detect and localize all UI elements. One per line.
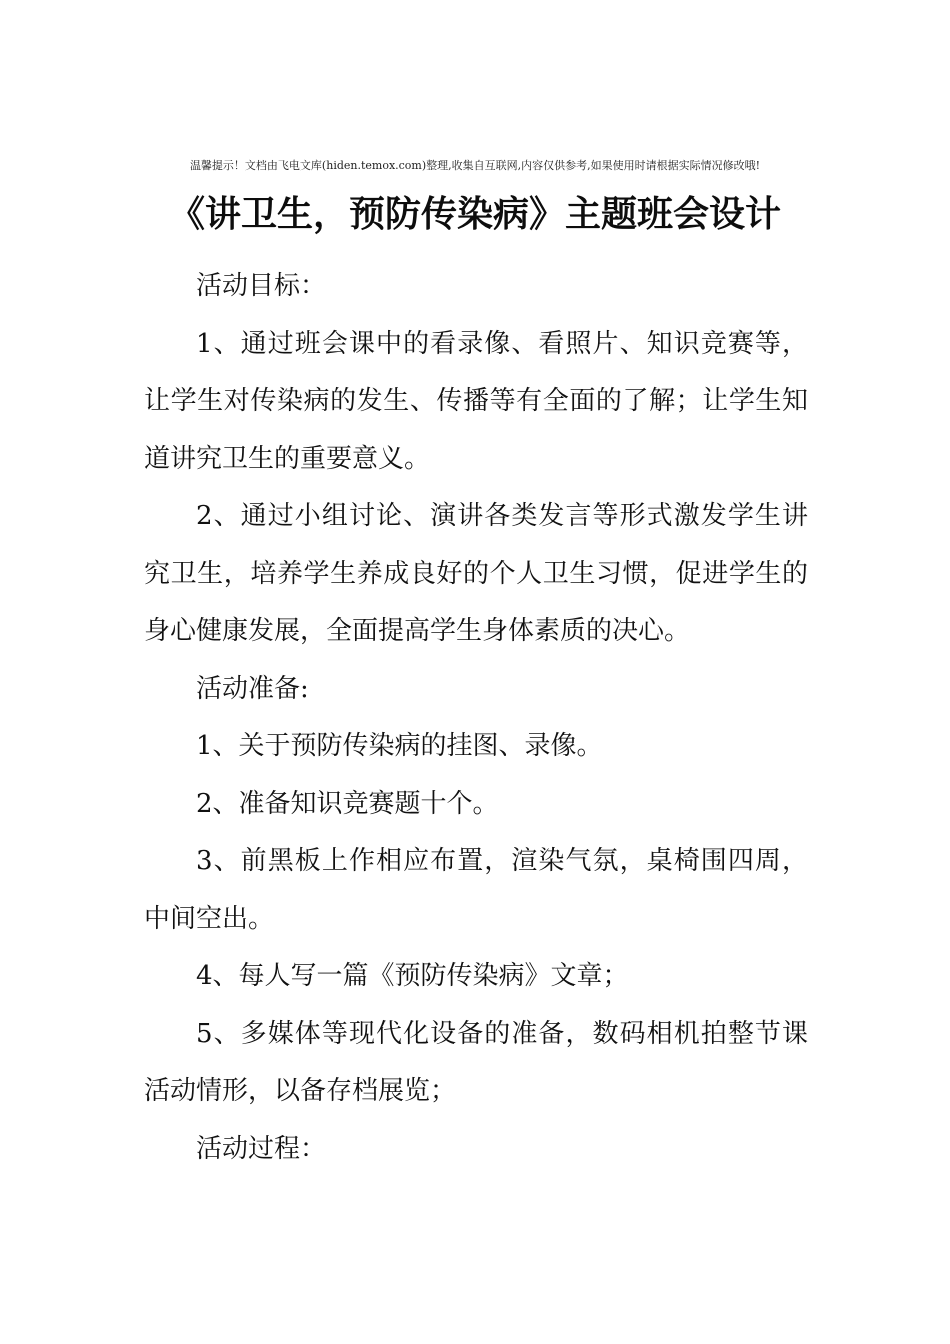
document-body [144,258,808,1178]
preparation-item-5: 5、多媒体等现代化设备的准备，数码相机拍整节课活动情形，以备存档展览； [144,1018,808,1106]
preparation-item-2: 2、准备知识竞赛题十个。 [196,788,499,819]
section-heading-process: 活动过程： [196,1133,327,1164]
preparation-item-3: 3、前黑板上作相应布置，渲染气氛，桌椅围四周，中间空出。 [144,846,808,934]
preparation-item-1: 1、关于预防传染病的挂图、录像。 [196,731,603,761]
document-title: 《讲卫生，预防传染病》主题班会设计 [168,194,781,235]
section-heading-objectives: 活动目标： [196,271,327,301]
objective-item-1: 1、通过班会课中的看录像、看照片、知识竞赛等，让学生对传染病的发生、传播等有全面的了解；让学生知道讲究卫生的重要意义。 [144,328,808,474]
preparation-item-4: 4、每人写一篇《预防传染病》文章； [196,961,629,991]
objective-item-2: 2、通过小组讨论、演讲各类发言等形式激发学生讲究卫生，培养学生养成良好的个人卫生习惯，促进学生的身心健康发展，全面提高学生身体素质的决心。 [144,501,808,646]
watermark-notice: 温馨提示！文档由飞电文库(hiden.temox.com)整理,收集自互联网,内容仅供参考,如果使用时请根据实际情况修改哦! [189,159,761,172]
section-heading-preparation: 活动准备: [196,673,309,704]
